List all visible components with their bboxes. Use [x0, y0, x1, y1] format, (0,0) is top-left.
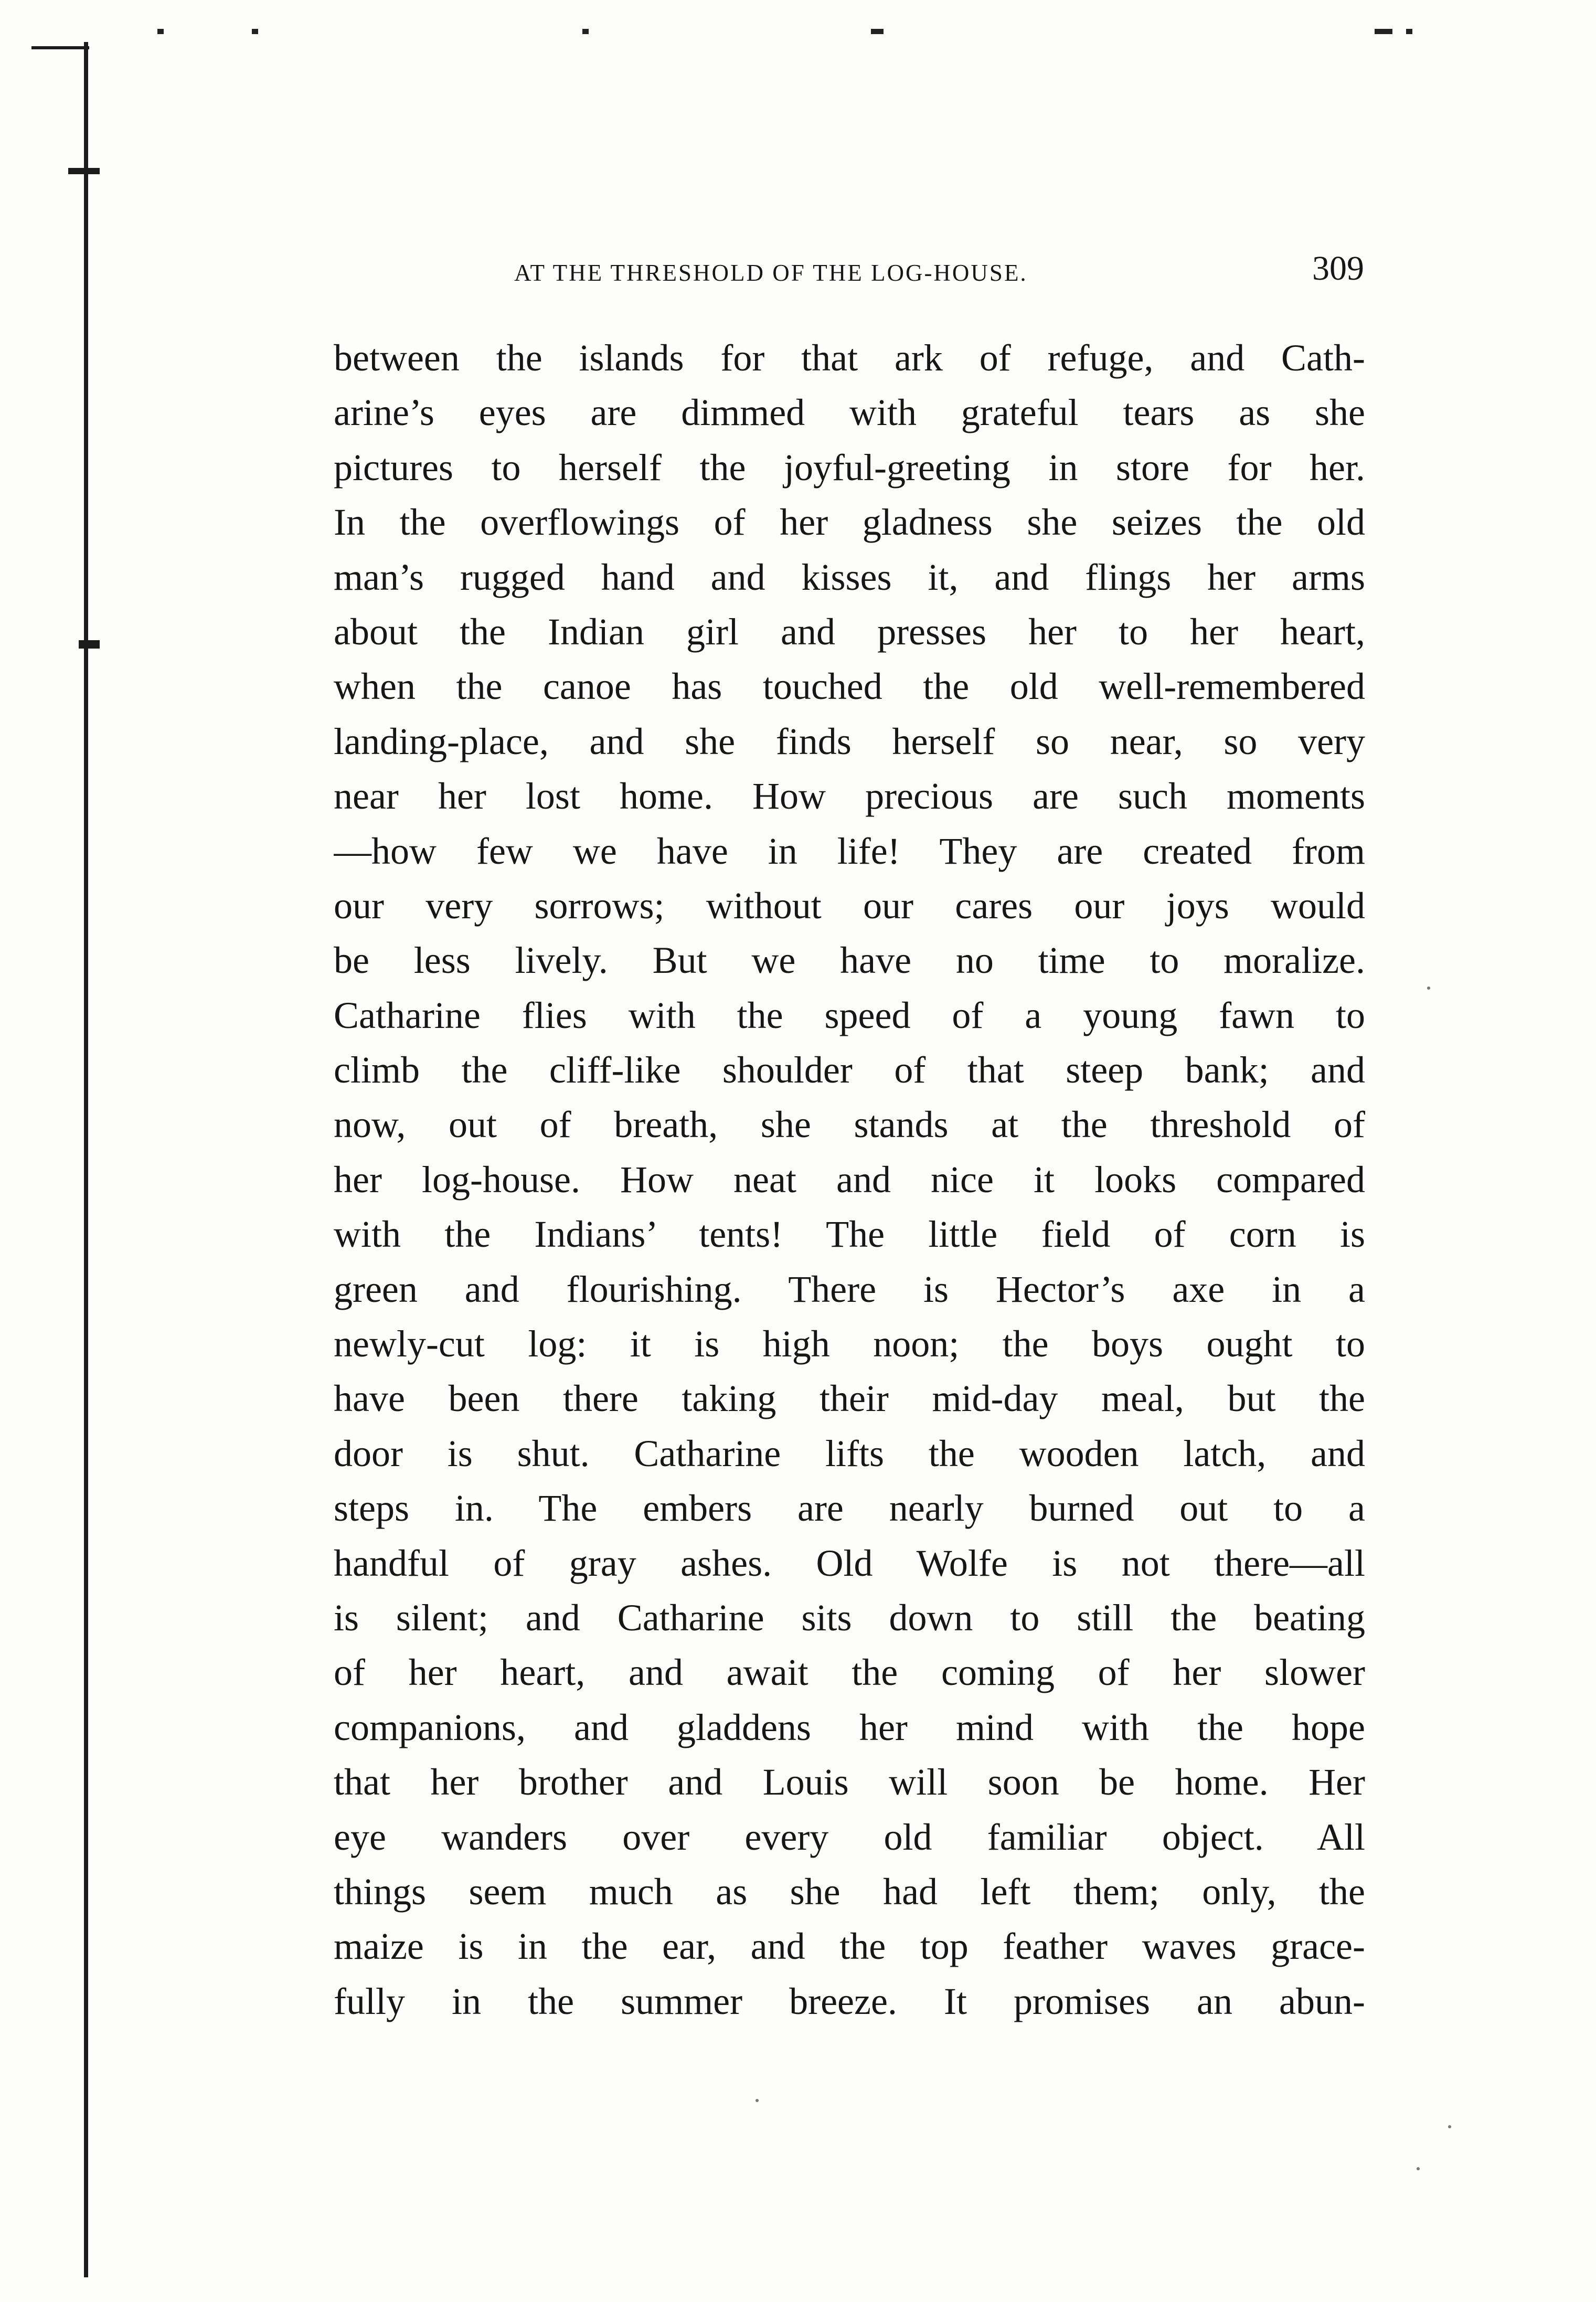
text-line: that her brother and Louis will soon be home. Her	[334, 1761, 1365, 1804]
text-line: of her heart, and await the coming of her slower	[334, 1651, 1365, 1694]
text-line: In the overflowings of her gladness she seizes the old	[334, 501, 1365, 544]
scan-speck	[1427, 986, 1430, 990]
binding-edge-mark	[68, 168, 100, 174]
text-line: her log-house. How neat and nice it looks compared	[334, 1158, 1365, 1201]
scan-edge-mark	[252, 29, 258, 34]
page-number: 309	[1312, 249, 1364, 288]
text-line: is silent; and Catharine sits down to still the beating	[334, 1596, 1365, 1639]
running-head-title: AT THE THRESHOLD OF THE LOG-HOUSE.	[514, 260, 1028, 286]
text-line: our very sorrows; without our cares our joys would	[334, 884, 1365, 927]
text-line: when the canoe has touched the old well-remembered	[334, 665, 1365, 708]
text-line: door is shut. Catharine lifts the wooden latch, and	[334, 1432, 1365, 1474]
body-text	[334, 331, 1365, 2029]
text-line: Catharine flies with the speed of a young fawn to	[334, 994, 1365, 1036]
text-line: pictures to herself the joyful-greeting in store for her.	[334, 446, 1365, 489]
text-line: be less lively. But we have no time to moralize.	[334, 939, 1365, 982]
binding-edge-mark	[79, 640, 100, 649]
text-line: green and flourishing. There is Hector’s axe in a	[334, 1268, 1365, 1310]
scan-speck	[1417, 2167, 1420, 2170]
scan-edge-mark	[157, 29, 164, 34]
text-line: now, out of breath, she stands at the threshold of	[334, 1104, 1365, 1146]
text-line: —how few we have in life! They are created from	[334, 830, 1365, 872]
text-line: eye wanders over every old familiar object. All	[334, 1816, 1365, 1858]
scan-edge-mark	[1375, 29, 1392, 34]
scan-speck	[756, 2099, 759, 2102]
scan-edge-mark	[871, 29, 884, 34]
text-line: landing-place, and she finds herself so near, so very	[334, 720, 1365, 762]
text-line: about the Indian girl and presses her to her heart,	[334, 610, 1365, 653]
text-line: have been there taking their mid-day meal, but the	[334, 1377, 1365, 1420]
scan-speck	[1448, 2125, 1451, 2128]
text-line: fully in the summer breeze. It promises an abun-	[334, 1980, 1365, 2022]
text-line: with the Indians’ tents! The little field of corn is	[334, 1213, 1365, 1256]
binding-edge-mark	[31, 46, 89, 49]
text-line: companions, and gladdens her mind with the hope	[334, 1706, 1365, 1748]
scan-edge-mark	[1406, 29, 1412, 34]
text-line: man’s rugged hand and kisses it, and flings her arms	[334, 556, 1365, 598]
running-head	[514, 247, 1364, 294]
text-line: near her lost home. How precious are such moments	[334, 775, 1365, 818]
text-line: between the islands for that ark of refuge, and Cath-	[334, 337, 1365, 379]
scan-edge-mark	[582, 29, 589, 34]
binding-edge-line	[84, 42, 88, 2277]
text-line: handful of gray ashes. Old Wolfe is not there—all	[334, 1542, 1365, 1584]
text-line: things seem much as she had left them; only, the	[334, 1870, 1365, 1913]
text-line: maize is in the ear, and the top feather waves grace-	[334, 1925, 1365, 1968]
text-line: arine’s eyes are dimmed with grateful tears as she	[334, 391, 1365, 434]
text-line: newly-cut log: it is high noon; the boys ought to	[334, 1323, 1365, 1365]
text-line: steps in. The embers are nearly burned out to a	[334, 1487, 1365, 1530]
text-line: climb the cliff-like shoulder of that steep bank; and	[334, 1049, 1365, 1091]
